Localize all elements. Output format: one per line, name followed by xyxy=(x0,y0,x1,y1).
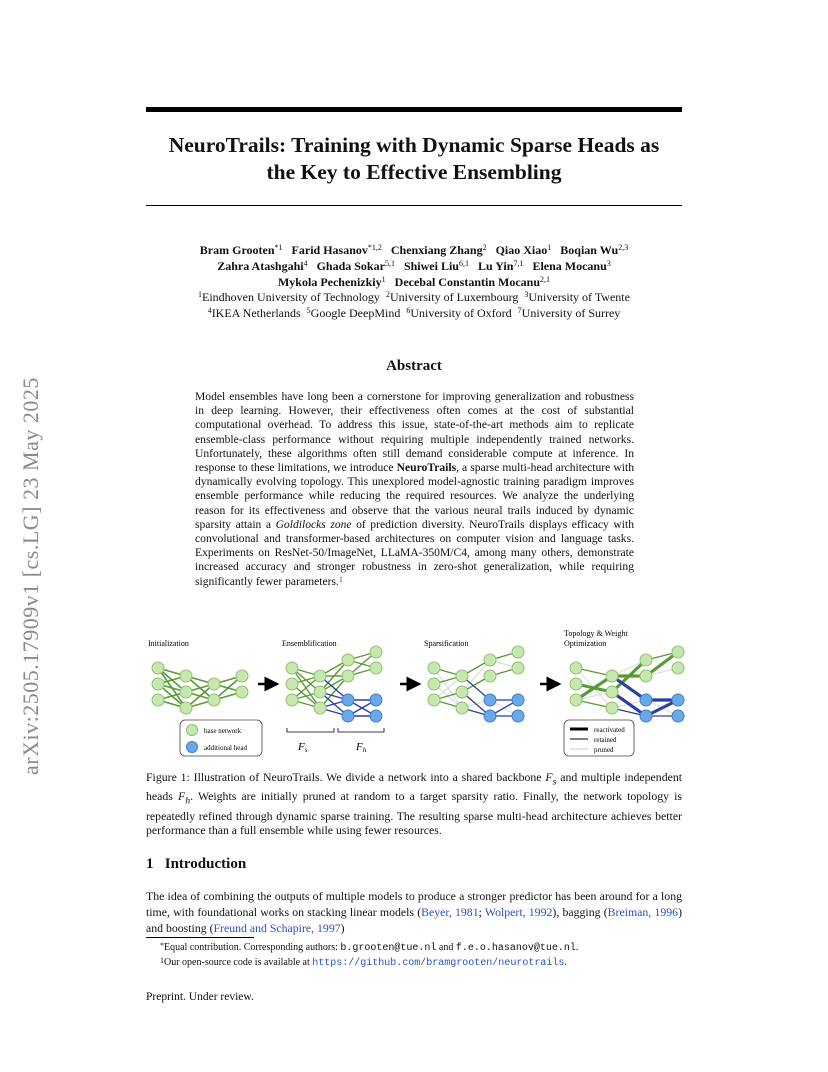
author-mark: 2,1 xyxy=(540,275,550,284)
author: Chenxiang Zhang xyxy=(390,243,483,257)
affiliation-line-1 xyxy=(146,289,682,305)
caption-symbol: F xyxy=(545,770,553,784)
network-sparsification xyxy=(434,652,518,716)
abstract-part: Model ensembles have long been a cornerstone for improving generalization and robustness in deep learning. However, their effectiveness often comes at the cost of substantial computational overhead. To address this issue, state-of-the-art methods aim to replicate ensemble-class performance without requiring multiple independently trained networks. Unfortunately, these algorithms often still demand considerable compute at inference. In response to these limitations, we introduce xyxy=(195,390,634,475)
caption-subscript: s xyxy=(552,776,557,788)
email-link[interactable]: b.grooten@tue.nl xyxy=(340,943,437,954)
intro-text: ) and boosting ( xyxy=(146,905,683,935)
citation-link[interactable]: Wolpert, 1992 xyxy=(484,905,553,919)
footnote-mark: 1 xyxy=(160,956,164,965)
author-mark: 7,1 xyxy=(513,259,524,268)
network-ensemblification xyxy=(292,652,376,716)
affiliation: Eindhoven University of Technology xyxy=(202,290,380,304)
abstract-italic: Goldilocks zone xyxy=(275,517,352,531)
legend-additional-head: additional head xyxy=(204,744,247,752)
author: Mykola Pechenizkiy xyxy=(277,275,382,289)
caption-symbol: F xyxy=(177,789,186,804)
paper-title xyxy=(146,132,682,186)
affiliations xyxy=(146,289,682,321)
top-rule xyxy=(146,107,682,112)
author-mark: 5,1 xyxy=(384,259,395,268)
bracket-shared xyxy=(287,728,384,732)
author: Boqian Wu xyxy=(560,243,619,257)
caption-subscript: h xyxy=(185,795,191,807)
author-mark: 6,1 xyxy=(458,259,469,268)
abstract-text xyxy=(195,390,634,589)
citation-link[interactable]: Beyer, 1981 xyxy=(421,905,479,919)
author: Qiao Xiao xyxy=(495,243,548,257)
caption-part: Figure 1: Illustration of NeuroTrails. We divide a network into a shared backbone xyxy=(146,770,546,784)
intro-paragraph xyxy=(146,888,682,936)
figure-caption xyxy=(146,770,682,837)
footnote-1 xyxy=(160,941,680,955)
figure-1-illustration xyxy=(144,628,688,763)
footnote-rule xyxy=(146,937,254,938)
legend-retained: retained xyxy=(594,736,617,744)
footnote-mark: * xyxy=(160,941,164,950)
affiliation-mark: 3 xyxy=(524,290,529,299)
intro-text: The idea of combining the outputs of multiple models to produce a stronger predictor has been around for a long time, with foundational works on stacking linear models ( xyxy=(146,889,682,919)
author: Bram Grooten xyxy=(199,243,275,257)
author-list xyxy=(146,242,682,290)
affiliation-mark: 1 xyxy=(198,290,203,299)
stage-label-sparsification: Sparsification xyxy=(424,639,469,648)
author: Farid Hasanov xyxy=(291,243,368,257)
author-mark: 3 xyxy=(606,259,611,268)
author-mark: 2 xyxy=(482,243,487,252)
citation-link[interactable]: Breiman, 1996 xyxy=(607,905,679,919)
caption-part: and multiple independent heads xyxy=(146,770,683,804)
affiliation: IKEA Netherlands xyxy=(211,306,301,320)
author: Shiwei Liu xyxy=(403,259,459,273)
author-mark: *1,2 xyxy=(367,243,382,252)
affiliation-line-2 xyxy=(146,305,682,321)
affiliation-mark: 7 xyxy=(517,306,522,315)
footnote-text: . xyxy=(575,942,579,953)
legend-pruned: pruned xyxy=(594,746,614,754)
affiliation: University of Oxford xyxy=(410,306,512,320)
affiliation-mark: 2 xyxy=(385,290,390,299)
stage-label-optimization-1: Topology & Weight xyxy=(564,629,628,638)
stage-label-ensemblification: Ensemblification xyxy=(282,639,337,648)
affiliation-mark: 6 xyxy=(406,306,411,315)
abstract-part: of prediction diversity. NeuroTrails displays efficacy with convolutional and transformer-based architectures on computer vision and language tasks. Experiments on ResNet-50/ImageNet, LLaMA-350M/C4, among many others, demonstrate increased accuracy and stronger robustness in zero-shot generalization, while requiring significantly fewer parameters. xyxy=(195,517,634,588)
footnote-text: . xyxy=(564,957,567,968)
caption-part: . Weights are initially pruned at random to a target sparsity ratio. Finally, the network topology is repeatedly refined through dynamic sparse training. The resulting sparse multi-head architecture achieves better performance than a full ensemble while using fewer resources. xyxy=(146,789,683,837)
repo-link[interactable]: https://github.com/bramgrooten/neurotrails xyxy=(312,958,565,969)
abstract-bold: NeuroTrails xyxy=(396,461,457,475)
footnote-link[interactable]: 1 xyxy=(338,574,343,584)
author-mark: 1 xyxy=(381,275,386,284)
legend-reactivated: reactivated xyxy=(594,726,625,734)
footnote-2 xyxy=(160,956,680,970)
email-link[interactable]: f.e.o.hasanov@tue.nl xyxy=(455,943,576,954)
affiliation: Google DeepMind xyxy=(310,306,401,320)
footnote-text: and xyxy=(436,942,456,953)
network-optimization xyxy=(576,652,678,716)
author: Elena Mocanu xyxy=(532,259,607,273)
intro-text: ; xyxy=(478,905,485,919)
author: Lu Yin xyxy=(477,259,514,273)
preprint-note: Preprint. Under review. xyxy=(146,991,254,1003)
affiliation: University of Surrey xyxy=(521,306,621,320)
author-mark: *1 xyxy=(274,243,283,252)
stage-label-optimization-2: Optimization xyxy=(564,639,607,648)
author-line-3 xyxy=(146,274,682,290)
citation-link[interactable]: Freund and Schapire, 1997 xyxy=(213,921,341,935)
arxiv-identifier[interactable]: arXiv:2505.17909v1 [cs.LG] 23 May 2025 xyxy=(18,377,43,775)
title-line-2: the Key to Effective Ensembling xyxy=(266,160,562,184)
affiliation-mark: 4 xyxy=(207,306,212,315)
footnote-text: Our open-source code is available at xyxy=(164,957,313,968)
author-mark: 4 xyxy=(303,259,308,268)
legend-edges xyxy=(564,720,634,756)
author-mark: 2,3 xyxy=(618,243,629,252)
author: Zahra Atashgahi xyxy=(217,259,304,273)
author-line-2 xyxy=(146,258,682,274)
section-number: 1 xyxy=(146,856,154,872)
legend-nodes xyxy=(180,720,262,756)
title-rule xyxy=(146,205,682,206)
author-mark: 1 xyxy=(547,243,552,252)
legend-base-network: base network xyxy=(204,727,242,735)
intro-text: ) xyxy=(340,921,345,935)
network-initialization xyxy=(158,668,242,708)
title-line-1: NeuroTrails: Training with Dynamic Sparse Heads as xyxy=(168,133,660,157)
affiliation: University of Twente xyxy=(528,290,630,304)
label-fh: Fh xyxy=(356,741,367,754)
footnote-text: Equal contribution. Corresponding authors: xyxy=(164,942,341,953)
affiliation-mark: 5 xyxy=(306,306,311,315)
abstract-part: , a sparse multi-head architecture with dynamically evolving topology. This unexplored model-agnostic training paradigm improves ensemble performance while reducing the required resources. We analyze the underlying reason for its effectiveness and observe that the various neural trails induced by dynamic sparsity attain a xyxy=(195,461,634,531)
author: Decebal Constantin Mocanu xyxy=(394,275,540,289)
author: Ghada Sokar xyxy=(316,259,385,273)
section-heading xyxy=(146,856,246,873)
author-line-1 xyxy=(146,242,682,258)
stage-label-initialization: Initialization xyxy=(148,639,189,648)
intro-text: ), bagging ( xyxy=(552,905,608,919)
abstract-heading: Abstract xyxy=(386,358,442,374)
label-fs: Fs xyxy=(298,741,308,754)
section-title: Introduction xyxy=(164,856,247,872)
affiliation: University of Luxembourg xyxy=(389,290,519,304)
